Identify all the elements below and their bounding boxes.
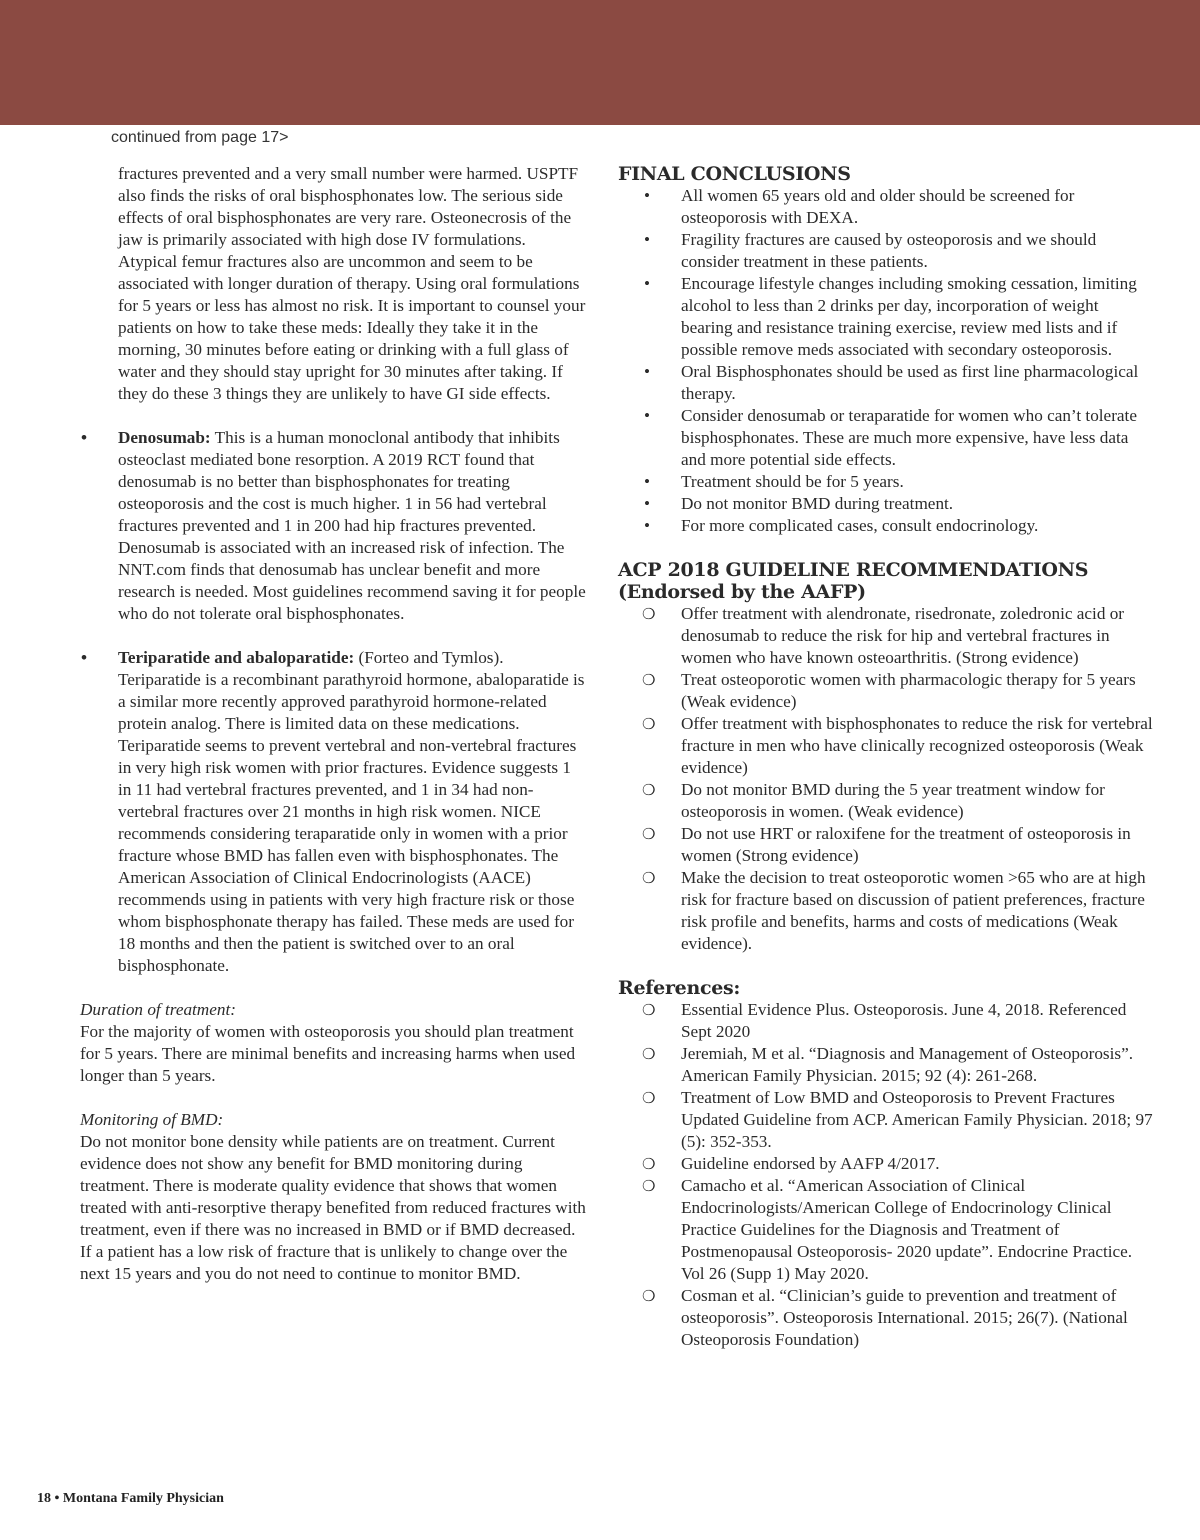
right-column: [618, 163, 1153, 1351]
page-footer: [37, 1489, 224, 1509]
bullet-icon: •: [644, 362, 651, 381]
list-item: ❍ Essential Evidence Plus. Osteoporosis. June 4, 2018. Referenced Sept 2020: [642, 1000, 1127, 1041]
list-item: • Fragility fractures are caused by osteoporosis and we should consider treatment in these patients.: [644, 230, 1097, 271]
list-item: ❍ Do not use HRT or raloxifene for the treatment of osteoporosis in women (Strong evidence): [642, 824, 1131, 865]
conclusions-heading: FINAL CONCLUSIONS: [618, 163, 851, 185]
circle-bullet-icon: ❍: [642, 1001, 656, 1019]
bullet-icon: •: [644, 186, 651, 205]
list-item: ❍ Do not monitor BMD during the 5 year treatment window for osteoporosis in women. (Weak evidence): [642, 780, 1105, 821]
circle-bullet-icon: ❍: [642, 869, 656, 887]
circle-bullet-icon: ❍: [642, 671, 656, 689]
list-item: ❍ Treat osteoporotic women with pharmacologic therapy for 5 years (Weak evidence): [642, 670, 1136, 711]
publication-name: Montana Family Physician: [62, 1491, 224, 1506]
list-item: • Do not monitor BMD during treatment.: [644, 494, 954, 513]
circle-bullet-icon: ❍: [642, 715, 656, 733]
circle-bullet-icon: ❍: [642, 605, 656, 623]
denosumab-text: This is a human monoclonal antibody that inhibits osteoclast mediated bone resorption. A 2019 RCT found that denosumab is no better than bisphosphonates for treating osteoporosis and the cost is much higher. 1 in 56 had vertebral fractures prevented and 1 in 200 had hip fractures prevented. Denosumab is associated with an increased risk of infection. The NNT.com finds that denosumab has unclear benefit and more research is needed. Most guidelines recommend saving it for people who do not tolerate oral bisphosphonates.: [118, 428, 586, 623]
conclusions-list: [618, 185, 1153, 537]
bullet-icon: •: [81, 648, 88, 667]
header-band: [0, 0, 1200, 125]
circle-bullet-icon: ❍: [642, 1155, 656, 1173]
teriparatide-text: (Forteo and Tymlos). Teriparatide is a recombinant parathyroid hormone, abaloparatide is a similar more recently approved parathyroid hormone-related protein analog. There is limited data on these medications. Teriparatide seems to prevent vertebral and non-vertebral fractures in very high risk women with prior fractures. Evidence suggests 1 in 11 had vertebral fractures prevented, and 1 in 34 had non-vertebral fractures over 21 months in high risk women. NICE recommends considering teraparatide only in women with a prior fracture whose BMD has fallen even with bisphosphonates. The American Association of Clinical Endocrinologists (AACE) recommends using in patients with very high fracture risk or those whom bisphosphonate therapy has failed. These meds are used for 18 months and then the patient is switched over to an oral bisphosphonate.: [118, 648, 585, 975]
references-list: [618, 999, 1153, 1351]
circle-bullet-icon: ❍: [642, 1287, 656, 1305]
list-item: • Oral Bisphosphonates should be used as first line pharmacological therapy.: [644, 362, 1139, 403]
list-item: • All women 65 years old and older should be screened for osteoporosis with DEXA.: [644, 186, 1075, 227]
denosumab-term: Denosumab:: [118, 428, 211, 447]
references-heading: References:: [618, 977, 741, 999]
bullet-icon: •: [644, 230, 651, 249]
denosumab-bullet: [80, 427, 588, 625]
bullet-icon: •: [81, 428, 88, 447]
continued-note: continued from page 17>: [111, 129, 289, 146]
footer-separator: •: [54, 1491, 60, 1506]
teriparatide-bullet: [80, 647, 588, 977]
list-item: ❍ Treatment of Low BMD and Osteoporosis to Prevent Fractures Updated Guideline from ACP. American Family Physician. 2018; 97 (5): 352-353.: [642, 1088, 1153, 1151]
list-item: • Encourage lifestyle changes including smoking cessation, limiting alcohol to less than 2 drinks per day, incorporation of weight bearing and resistance training exercise, review med lists and if possible remove meds associated with secondary osteoporosis.: [644, 274, 1137, 359]
list-item: ❍ Camacho et al. “American Association of Clinical Endocrinologists/American College of Endocrinology Clinical Practice Guidelines for the Diagnosis and Treatment of Postmenopausal Osteoporosis- 2020 update”. Endocrine Practice. Vol 26 (Supp 1) May 2020.: [642, 1176, 1133, 1283]
list-item: ❍ Guideline endorsed by AAFP 4/2017.: [642, 1154, 940, 1173]
monitoring-text: Do not monitor bone density while patients are on treatment. Current evidence does not show any benefit for BMD monitoring during treatment. There is moderate quality evidence that shows that women treated with anti-resorptive therapy benefited from reduced fractures with treatment, even if there was no increased in BMD or if BMD decreased. If a patient has a low risk of fracture that is unlikely to change over the next 15 years and you do not need to continue to monitor BMD.: [80, 1132, 586, 1283]
list-item: • Consider denosumab or teraparatide for women who can’t tolerate bisphosphonates. These are much more expensive, have less data and more potential side effects.: [644, 406, 1137, 469]
list-item: ❍ Jeremiah, M et al. “Diagnosis and Management of Osteoporosis”. American Family Physician. 2015; 92 (4): 261-268.: [642, 1044, 1134, 1085]
bullet-icon: •: [644, 472, 651, 491]
list-item: ❍ Cosman et al. “Clinician’s guide to prevention and treatment of osteoporosis”. Osteoporosis International. 2015; 26(7). (National Osteoporosis Foundation): [642, 1286, 1128, 1349]
intro-paragraph: fractures prevented and a very small number were harmed. USPTF also finds the risks of oral bisphosphonates low. The serious side effects of oral bisphosphonates are very rare. Osteonecrosis of the jaw is primarily associated with high dose IV formulations. Atypical femur fractures also are uncommon and seem to be associated with longer duration of therapy. Using oral formulations for 5 years or less has almost no risk. It is important to counsel your patients on how to take these meds: Ideally they take it in the morning, 30 minutes before eating or drinking with a full glass of water and they should stay upright for 30 minutes after taking. If they do these 3 things they are unlikely to have GI side effects.: [118, 164, 586, 403]
acp-list: [618, 603, 1153, 955]
duration-heading: Duration of treatment:: [80, 1000, 236, 1019]
circle-bullet-icon: ❍: [642, 1045, 656, 1063]
teriparatide-term: Teriparatide and abaloparatide:: [118, 648, 355, 667]
bullet-icon: •: [644, 274, 651, 293]
circle-bullet-icon: ❍: [642, 825, 656, 843]
bullet-icon: •: [644, 494, 651, 513]
list-item: • For more complicated cases, consult endocrinology.: [644, 516, 1039, 535]
bullet-icon: •: [644, 516, 651, 535]
left-column: [80, 163, 588, 1285]
circle-bullet-icon: ❍: [642, 1089, 656, 1107]
list-item: ❍ Offer treatment with alendronate, risedronate, zoledronic acid or denosumab to reduce the risk for hip and vertebral fractures in women who have known osteoarthritis. (Strong evidence): [642, 604, 1125, 667]
list-item: ❍ Make the decision to treat osteoporotic women >65 who are at high risk for fracture based on discussion of patient preferences, fracture risk profile and benefits, harms and costs of medications (Weak evidence).: [642, 868, 1146, 953]
monitoring-heading: Monitoring of BMD:: [80, 1110, 224, 1129]
circle-bullet-icon: ❍: [642, 781, 656, 799]
circle-bullet-icon: ❍: [642, 1177, 656, 1195]
duration-text: For the majority of women with osteoporosis you should plan treatment for 5 years. There are minimal benefits and increasing harms when used longer than 5 years.: [80, 1022, 576, 1085]
page-number: 18: [37, 1491, 51, 1506]
list-item: ❍ Offer treatment with bisphosphonates to reduce the risk for vertebral fracture in men who have clinically recognized osteoporosis (Weak evidence): [642, 714, 1153, 777]
acp-heading: ACP 2018 GUIDELINE RECOMMENDATIONS (Endorsed by the AAFP): [618, 559, 1089, 603]
bullet-icon: •: [644, 406, 651, 425]
list-item: • Treatment should be for 5 years.: [644, 472, 904, 491]
